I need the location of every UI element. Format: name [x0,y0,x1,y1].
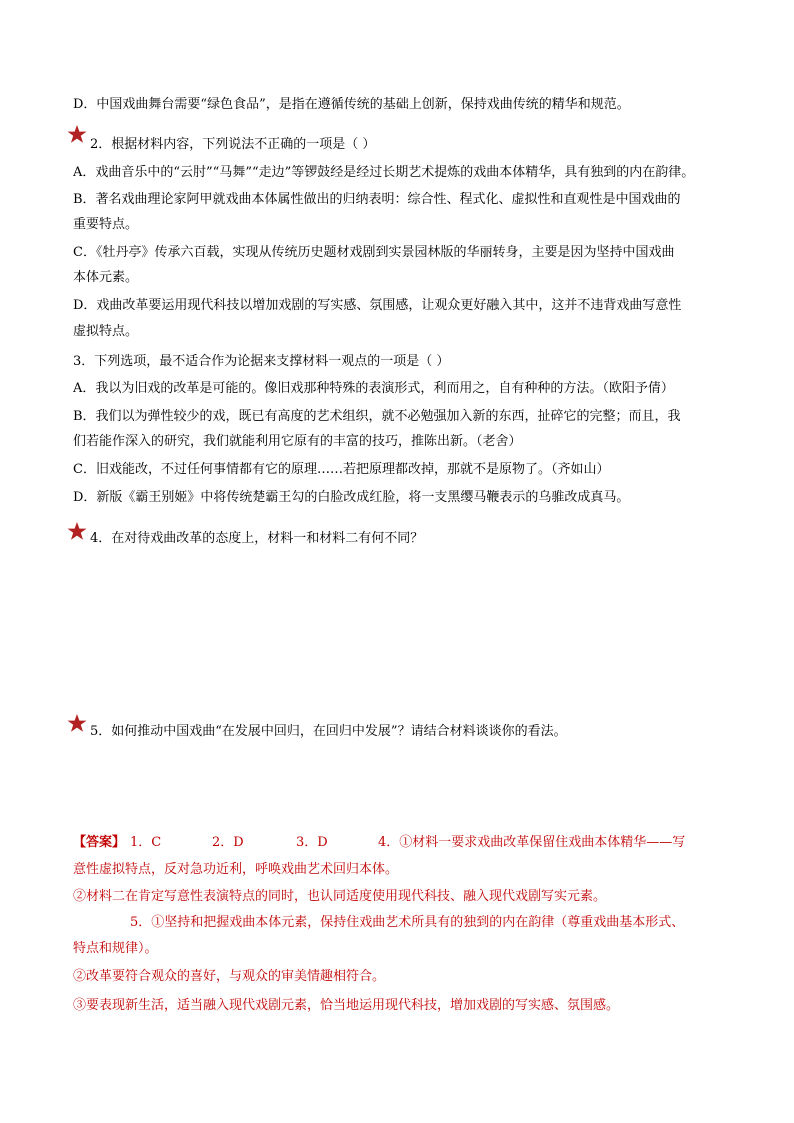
star-icon [67,124,87,144]
star-icon [67,713,87,733]
answer-1: 1．C [130,835,162,850]
question-5-title: 5．如何推动中国戏曲“在发展中回归，在回归中发展”？请结合材料谈谈你的看法。 [90,724,567,739]
answer-2: 2．D [212,835,244,850]
star-icon [67,521,87,541]
question-2-option-d-cont: 虚拟特点。 [73,324,139,339]
question-3-option-c: C．旧戏能改，不过任何事情都有它的原理……若把原理都改掉，那就不是原物了。（齐如山） [73,462,610,477]
answer-5-line-1: 5．①坚持和把握戏曲本体元素，保持住戏曲艺术所具有的独到的内在韵律（尊重戏曲基本形式、 [130,915,685,930]
question-2-option-b: B．著名戏曲理论家阿甲就戏曲本体属性做出的归纳表明：综合性、程式化、虚拟性和直观性是中国戏曲的 [73,192,681,207]
answer-5-line-2: 特点和规律）。 [73,941,158,956]
answer-5-line-3: ②改革要符合观众的喜好，与观众的审美情趣相符合。 [73,969,386,984]
prev-option-d: D．中国戏曲舞台需要“绿色食品”，是指在遵循传统的基础上创新，保持戏曲传统的精华和规范。 [73,97,630,112]
question-3-option-b: B．我们以为弹性较少的戏，既已有高度的艺术组织，就不必勉强加入新的东西，扯碎它的完整；而且，我 [73,409,681,424]
question-2-option-b-cont: 重要特点。 [73,217,139,232]
answer-4-line-2: 意性虚拟特点，反对急功近利，呼唤戏曲艺术回归本体。 [73,862,399,877]
answer-3: 3．D [296,835,328,850]
question-3-option-d: D．新版《霸王别姬》中将传统楚霸王勾的白脸改成红脸，将一支黑缨马鞭表示的乌骓改成真马。 [73,490,630,505]
question-2-title: 2．根据材料内容，下列说法不正确的一项是（ ） [90,137,376,152]
question-2-option-a: A．戏曲音乐中的“云肘”“马舞”“走边”等锣鼓经是经过长期艺术提炼的戏曲本体精华，具有独到的内在韵律。 [73,165,695,180]
question-3-option-b-cont: 们若能作深入的研究，我们就能利用它原有的丰富的技巧，推陈出新。（老舍） [73,434,522,449]
question-2-option-c-cont: 本体元素。 [73,270,139,285]
question-2-option-d: D．戏曲改革要运用现代科技以增加戏剧的写实感、氛围感，让观众更好融入其中，这并不违背戏曲写意性 [73,298,682,313]
answer-4-line-3: ②材料二在肯定写意性表演特点的同时，也认同适度使用现代科技、融入现代戏剧写实元素。 [73,889,607,904]
answer-label: 【答案】 [73,835,126,850]
answer-4-line-1: 4．①材料一要求戏曲改革保留住戏曲本体精华——写 [378,835,686,850]
question-2-option-c: C．《牡丹亭》传承六百载，实现从传统历史题材戏剧到实景园林版的华丽转身，主要是因为坚持中国戏曲 [73,245,675,260]
question-3-title: 3．下列选项，最不适合作为论据来支撑材料一观点的一项是（ ） [73,354,450,369]
question-3-option-a: A．我以为旧戏的改革是可能的。像旧戏那种特殊的表演形式，利而用之，自有种种的方法。（欧阳予倩） [73,381,674,396]
question-4-title: 4．在对待戏曲改革的态度上，材料一和材料二有何不同？ [90,531,424,546]
answer-5-line-4: ③要表现新生活，适当融入现代戏剧元素，恰当地运用现代科技，增加戏剧的写实感、氛围感。 [73,998,620,1013]
